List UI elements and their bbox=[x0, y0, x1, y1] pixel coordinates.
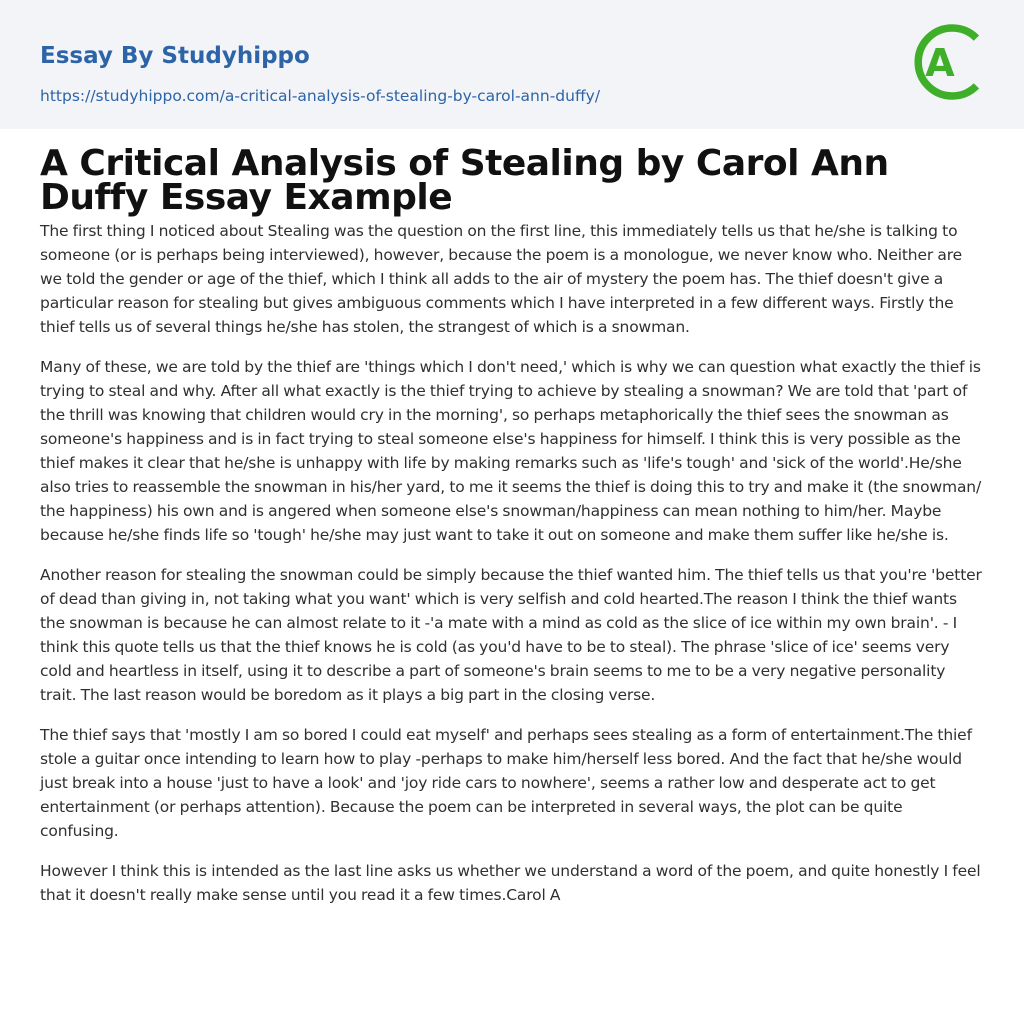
paragraph: Another reason for stealing the snowman could be simply because the thief wanted him. The thief tells us that you're 'better of dead than giving in, not taking what you want' which is very selfish and cold hearted.The reason I think the thief wants the snowman is because he can almost relate to it -'a mate with a mind as cold as the slice of ice within my own brain'. - I think this quote tells us that the thief knows he is cold (as you'd have to be to steal). The phrase 'slice of ice' seems very cold and heartless in itself, using it to describe a part of someone's brain seems to me to be a very negative personality trait. The last reason would be boredom as it plays a big part in the closing verse. bbox=[40, 566, 982, 704]
studyhippo-logo-icon[interactable] bbox=[912, 19, 986, 105]
article bbox=[0, 129, 1024, 907]
page-url[interactable]: https://studyhippo.com/a-critical-analysis-of-stealing-by-carol-ann-duffy/ bbox=[40, 87, 601, 105]
site-header bbox=[0, 0, 1024, 129]
paragraph: The thief says that 'mostly I am so bored I could eat myself' and perhaps sees stealing as a form of entertainment.The thief stole a guitar once intending to learn how to play -perhaps to make him/herself less bored. And the fact that he/she would just break into a house 'just to have a look' and 'joy ride cars to nowhere', seems a rather low and desperate act to get entertainment (or perhaps attention). Because the poem can be interpreted in several ways, the plot can be quite confusing. bbox=[40, 726, 972, 840]
page-title: A Critical Analysis of Stealing by Carol Ann Duffy Essay Example bbox=[40, 143, 889, 218]
paragraph: However I think this is intended as the last line asks us whether we understand a word of the poem, and quite honestly I feel that it doesn't really make sense until you read it a few times.Carol A bbox=[40, 862, 981, 904]
paragraph: The first thing I noticed about Stealing was the question on the first line, this immediately tells us that he/she is talking to someone (or is perhaps being interviewed), however, because the poem is a monologue, we never know who. Neither are we told the gender or age of the thief, which I think all adds to the air of mystery the poem has. The thief doesn't give a particular reason for stealing but gives ambiguous comments which I have interpreted in a few different ways. Firstly the thief tells us of several things he/she has stolen, the strangest of which is a snowman. bbox=[40, 222, 962, 336]
logo-letter: A bbox=[925, 41, 955, 85]
paragraph: Many of these, we are told by the thief are 'things which I don't need,' which is why we can question what exactly the thief is trying to steal and why. After all what exactly is the thief trying to achieve by stealing a snowman? We are told that 'part of the thrill was knowing that children would cry in the morning', so perhaps metaphorically the thief sees the snowman as someone's happiness and is in fact trying to steal someone else's happiness for himself. I think this is very possible as the thief makes it clear that he/she is unhappy with life by making remarks such as 'life's tough' and 'sick of the world'.He/she also tries to reassemble the snowman in his/her yard, to me it seems the thief is doing this to try and make it (the snowman/ the happiness) his own and is angered when someone else's snowman/happiness can mean nothing to him/her. Maybe because he/she finds life so 'tough' he/she may just want to take it out on someone and make them suffer like he/she is. bbox=[40, 358, 982, 544]
site-title[interactable]: Essay By Studyhippo bbox=[40, 43, 310, 69]
